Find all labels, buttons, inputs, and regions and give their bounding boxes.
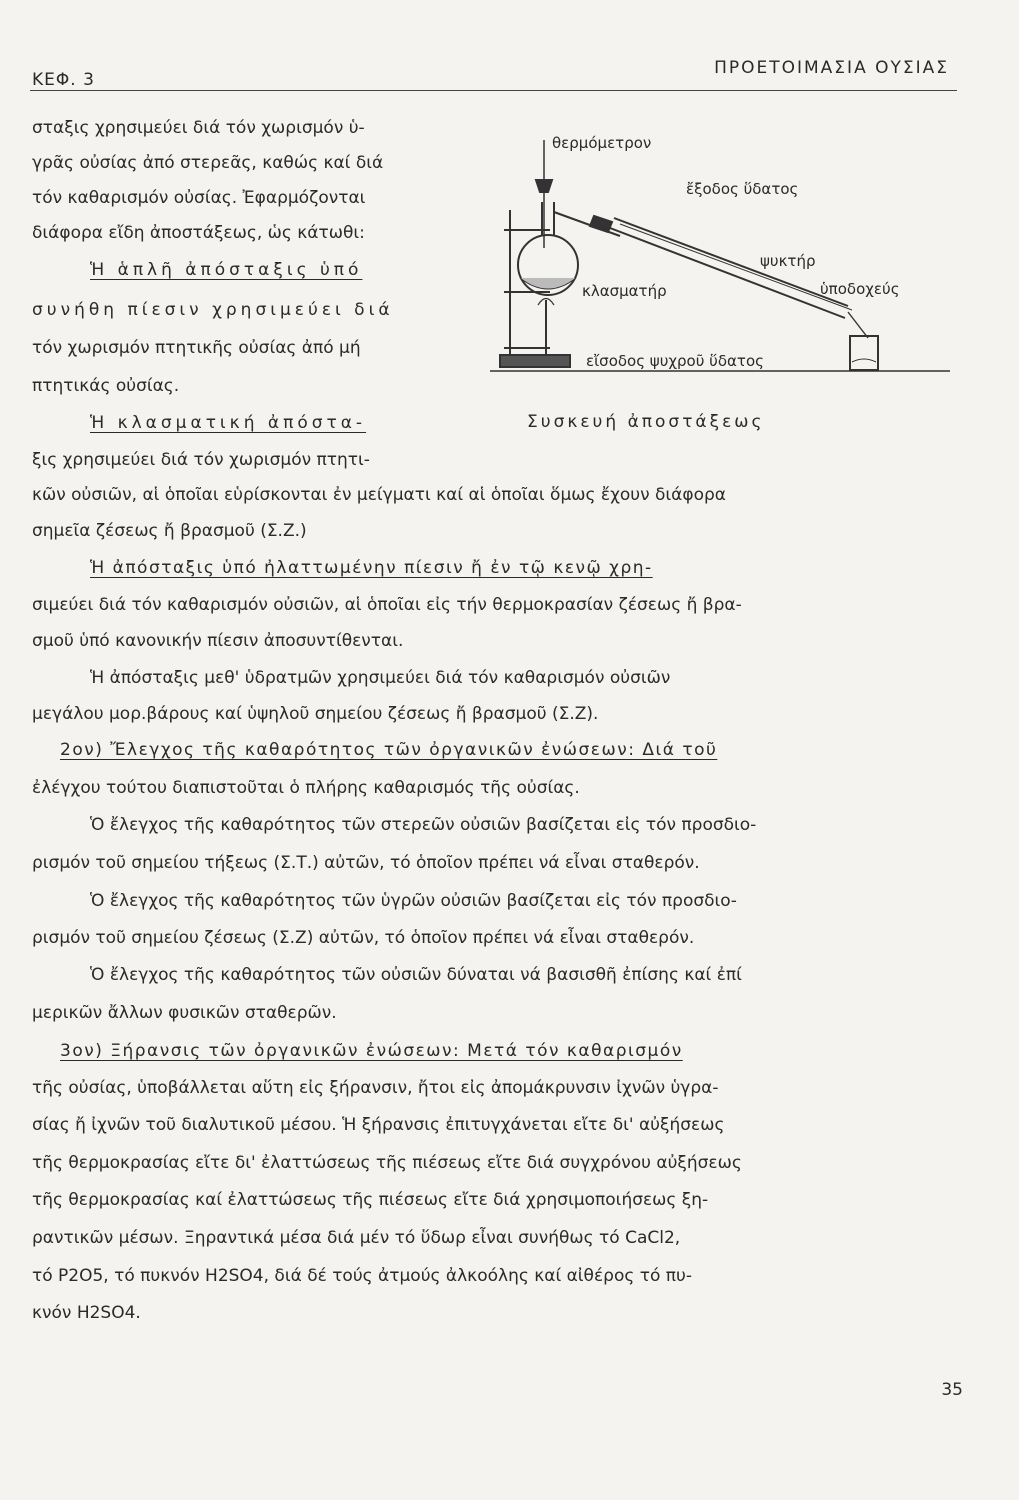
- label-water-outlet: ἔξοδος ὕδατος: [686, 180, 799, 198]
- text-line: τόν χωρισμόν πτητικῆς οὐσίας ἀπό μή: [32, 338, 361, 358]
- text-line: 3ον) Ξήρανσις τῶν ὀργανικῶν ἐνώσεων: Μετά τόν καθαρισμόν: [60, 1041, 683, 1061]
- text-line: τόν καθαρισμόν οὐσίας. Ἐφαρμόζονται: [32, 188, 366, 208]
- text-line: σταξις χρησιμεύει διά τόν χωρισμόν ὑ-: [32, 118, 365, 138]
- text-line: ρισμόν τοῦ σημείου ζέσεως (Σ.Ζ) αὐτῶν, τό ὁποῖον πρέπει νά εἶναι σταθερόν.: [32, 928, 695, 948]
- header-title: ΠΡΟΕΤΟΙΜΑΣΙΑ ΟΥΣΙΑΣ: [714, 58, 949, 78]
- text-line: ἐλέγχου τούτου διαπιστοῦται ὁ πλήρης καθαρισμός τῆς οὐσίας.: [32, 778, 580, 798]
- text-line: ρισμόν τοῦ σημείου τήξεως (Σ.Τ.) αὐτῶν, τό ὁποῖον πρέπει νά εἶναι σταθερόν.: [32, 853, 700, 873]
- text-line: τό P2O5, τό πυκνόν H2SO4, διά δέ τούς ἀτμούς ἀλκοόλης καί αἰθέρος τό πυ-: [32, 1266, 692, 1286]
- text-line: σίας ἤ ἰχνῶν τοῦ διαλυτικοῦ μέσου. Ἡ ξήρανσις ἐπιτυγχάνεται εἴτε δι' αὐξήσεως: [32, 1115, 725, 1135]
- header-chapter: ΚΕΦ. 3: [32, 70, 95, 90]
- text-line: διάφορα εἴδη ἀποστάξεως, ὡς κάτωθι:: [32, 223, 365, 243]
- text-line: Ὁ ἔλεγχος τῆς καθαρότητος τῶν στερεῶν οὐσιῶν βασίζεται εἰς τόν προσδιο-: [90, 815, 757, 835]
- text-line: Ἡ ἀπόσταξις μεθ' ὑδρατμῶν χρησιμεύει διά τόν καθαρισμόν οὐσιῶν: [90, 668, 671, 688]
- text-line: πτητικάς οὐσίας.: [32, 376, 180, 396]
- text-line: ξις χρησιμεύει διά τόν χωρισμόν πτητι-: [32, 450, 370, 470]
- text-line: σημεῖα ζέσεως ἤ βρασμοῦ (Σ.Ζ.): [32, 521, 307, 541]
- text-line: κῶν οὐσιῶν, αἱ ὁποῖαι εὑρίσκονται ἐν μείγματι καί αἱ ὁποῖαι ὅμως ἔχουν διάφορα: [32, 485, 726, 505]
- label-thermometer: θερμόμετρον: [552, 134, 652, 152]
- label-receiver: ὑποδοχεύς: [820, 280, 900, 298]
- distillation-apparatus-figure: [490, 130, 950, 390]
- text-line: συνήθη πίεσιν χρησιμεύει διά: [32, 300, 394, 320]
- text-line: τῆς θερμοκρασίας καί ἐλαττώσεως τῆς πιέσεως εἴτε διά χρησιμοποιήσεως ξη-: [32, 1190, 709, 1210]
- text-line: κνόν H2SO4.: [32, 1303, 141, 1323]
- text-line: τῆς θερμοκρασίας εἴτε δι' ἐλαττώσεως τῆς πιέσεως εἴτε διά συγχρόνου αὐξήσεως: [32, 1153, 742, 1173]
- distillation-diagram: [490, 130, 950, 390]
- text-line: ραντικῶν μέσων. Ξηραντικά μέσα διά μέν τό ὕδωρ εἶναι συνήθως τό CaCl2,: [32, 1228, 681, 1248]
- label-water-inlet: εἴσοδος ψυχροῦ ὕδατος: [586, 352, 764, 370]
- label-condenser: ψυκτήρ: [760, 252, 816, 270]
- text-line: 2ον) Ἔλεγχος τῆς καθαρότητος τῶν ὀργανικῶν ἐνώσεων: Διά τοῦ: [60, 740, 718, 760]
- diagram-caption: Συσκευή ἀποστάξεως: [527, 412, 765, 432]
- text-line: σμοῦ ὑπό κανονικήν πίεσιν ἀποσυντίθενται.: [32, 631, 404, 651]
- text-line: μεγάλου μορ.βάρους καί ὑψηλοῦ σημείου ζέσεως ἤ βρασμοῦ (Σ.Ζ).: [32, 704, 599, 724]
- text-line: Ὁ ἔλεγχος τῆς καθαρότητος τῶν ὑγρῶν οὐσιῶν βασίζεται εἰς τόν προσδιο-: [90, 891, 737, 911]
- text-line: γρᾶς οὐσίας ἀπό στερεᾶς, καθώς καί διά: [32, 153, 384, 173]
- text-line: σιμεύει διά τόν καθαρισμόν οὐσιῶν, αἱ ὁποῖαι εἰς τήν θερμοκρασίαν ζέσεως ἤ βρα-: [32, 595, 742, 615]
- header-rule: [30, 90, 957, 91]
- label-flask: κλασματήρ: [582, 282, 667, 300]
- text-line: μερικῶν ἄλλων φυσικῶν σταθερῶν.: [32, 1003, 337, 1023]
- text-line: τῆς οὐσίας, ὑποβάλλεται αὕτη εἰς ξήρανσιν, ἤτοι εἰς ἀπομάκρυνσιν ἰχνῶν ὑγρα-: [32, 1078, 719, 1098]
- text-line: Ἡ ἀπόσταξις ὑπό ἠλαττωμένην πίεσιν ἤ ἐν τῷ κενῷ χρη-: [90, 558, 653, 578]
- page-number: 35: [941, 1380, 963, 1400]
- text-line: Ὁ ἔλεγχος τῆς καθαρότητος τῶν οὐσιῶν δύναται νά βασισθῆ ἐπίσης καί ἐπί: [90, 965, 742, 985]
- text-line: Ἡ ἁπλῆ ἀπόσταξις ὑπό: [90, 260, 363, 280]
- text-line: Ἡ κλασματική ἀπόστα-: [90, 413, 367, 433]
